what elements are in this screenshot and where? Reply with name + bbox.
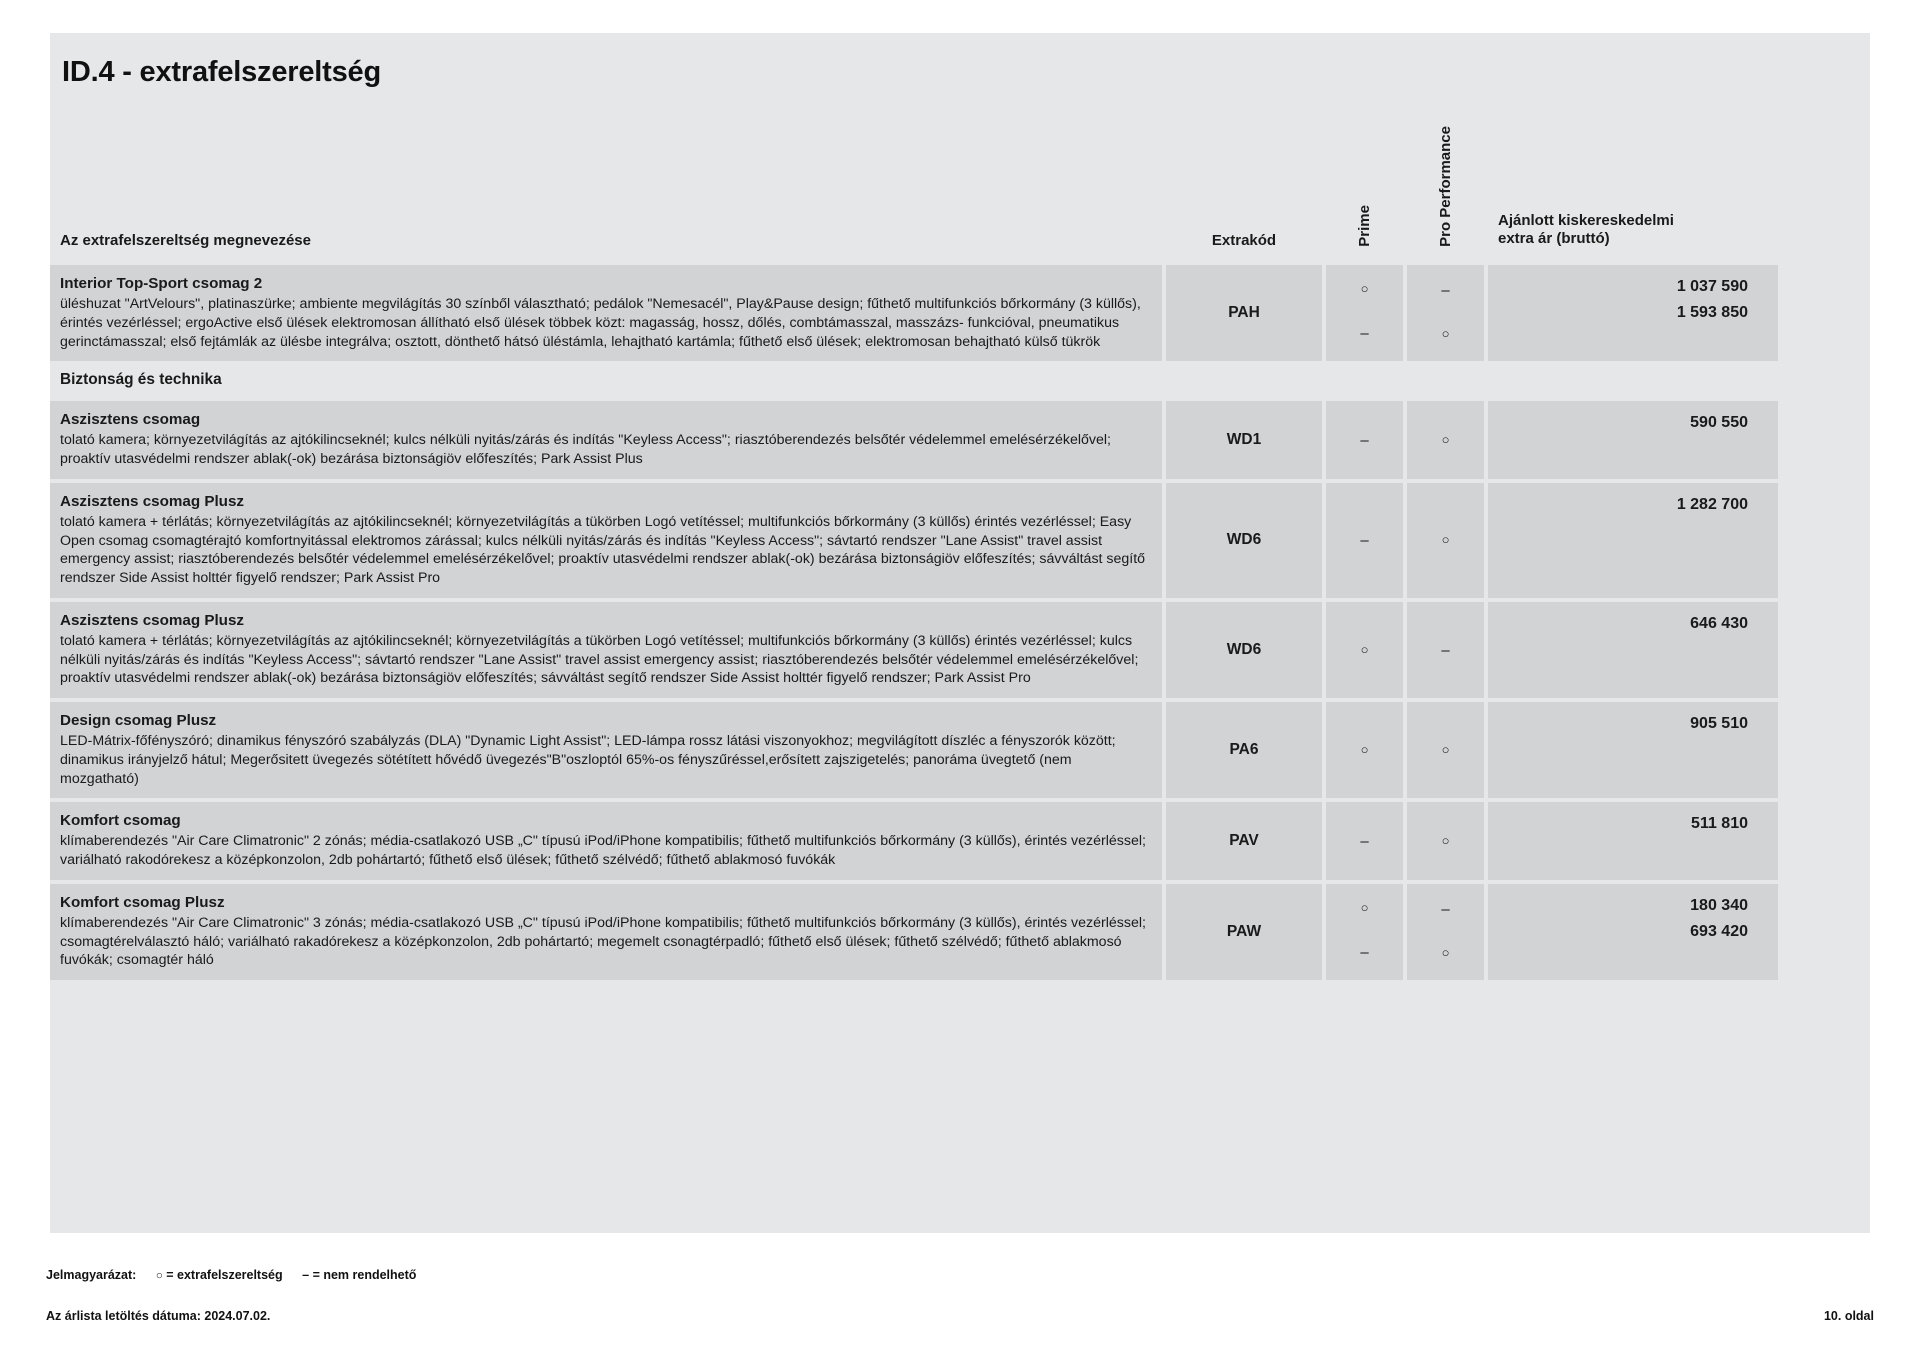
prime-availability-cell xyxy=(1326,602,1403,698)
pro-performance-availability-cell xyxy=(1407,702,1484,798)
option-name: Aszisztens csomag xyxy=(60,411,201,429)
legend xyxy=(46,1268,416,1282)
option-name: Design csomag Plusz xyxy=(60,712,217,730)
option-description-cell xyxy=(50,602,1162,698)
option-name: Aszisztens csomag Plusz xyxy=(60,611,245,629)
option-description-cell xyxy=(50,702,1162,798)
extra-code: PAH xyxy=(1166,265,1322,361)
price-value: 646 430 xyxy=(1690,614,1748,632)
table-row xyxy=(50,702,1778,798)
option-description-cell xyxy=(50,483,1162,598)
price-value: 693 420 xyxy=(1690,922,1748,940)
table-header-row xyxy=(50,99,1778,261)
table-row xyxy=(50,265,1778,361)
price-cell xyxy=(1488,265,1778,361)
unavailable-icon: – xyxy=(1441,282,1450,300)
prime-availability-cell xyxy=(1326,802,1403,880)
legend-available-icon: ○ xyxy=(155,1270,163,1282)
extra-code: PAV xyxy=(1166,802,1322,880)
option-details: üléshuzat "ArtVelours", platinaszürke; ambiente megvilágítás 30 színből választható; pedálok "Nemesacél", Play&Pause design; fűthető multifunkciós bőrkormány (3 küllős), érintés vezérléssel; ergoActive első ülések elektromosan állítható első ülések többek közt: magasság, hossz, dőlés, combtámasszal, masszázs- funkcióval, pneumatikus gerinctámasszal; első fejtámlák az ülésbe integrálva; osztott, dönthető hátsó üléstámla, lehajtható kartámla; fűthető első ülések; elektromosan behajtható külső tükrök xyxy=(60,296,1141,350)
prime-availability-cell xyxy=(1326,401,1403,479)
pro-performance-availability-cell xyxy=(1407,802,1484,880)
legend-unavailable-icon: – xyxy=(302,1268,310,1282)
price-cell xyxy=(1488,884,1778,980)
option-details: klímaberendezés "Air Care Climatronic" 3 zónás; média-csatlakozó USB „C" típusú iPod/iPhone kompatibilis; fűthető multifunkciós bőrkormány (3 küllős), érintés vezérléssel; csomagtérelválasztó háló; variálható rakadórekesz a középkonzolon, 2db pohártartó; megemelt csonagtérpadló; fűthető első ülések; fűthető szélvédő; fűthető ablakmosó fuvókák; csomagtér háló xyxy=(60,914,1146,969)
section-header-row xyxy=(50,365,1778,397)
table-row xyxy=(50,884,1778,980)
option-details: LED-Mátrix-főfényszóró; dinamikus fényszóró szabályzás (DLA) "Dynamic Light Assist"; LED-lámpa rossz látási viszonyokhoz; megvilágított díszléc a fényszorók között; dinamikus irányjelző hátul; Megerősitett üvegezés sötétített hővédő üvegezés"B"oszloptól 65%-os fényszűréssel,erősített zajszigetelés; panoráma üvegtető (nem mozgatható) xyxy=(60,733,1116,787)
available-icon: ○ xyxy=(1360,281,1369,297)
available-icon: ○ xyxy=(1360,742,1369,758)
prime-availability-cell xyxy=(1326,884,1403,980)
legend-unavailable-text: = nem rendelhető xyxy=(312,1268,417,1282)
option-description-cell xyxy=(50,401,1162,479)
table-row xyxy=(50,401,1778,479)
option-name: Interior Top-Sport csomag 2 xyxy=(60,275,263,292)
column-header-pro-performance xyxy=(1407,99,1484,261)
price-cell xyxy=(1488,483,1778,598)
legend-available-text: = extrafelszereltség xyxy=(166,1268,283,1282)
available-icon: ○ xyxy=(1441,432,1450,448)
pro-performance-availability-cell xyxy=(1407,401,1484,479)
option-name: Komfort csomag Plusz xyxy=(60,893,225,911)
price-value: 511 810 xyxy=(1691,815,1748,833)
unavailable-icon: – xyxy=(1441,900,1450,918)
availability-split xyxy=(1407,277,1484,349)
unavailable-icon: – xyxy=(1441,641,1450,659)
available-icon: ○ xyxy=(1360,641,1369,657)
page-title: ID.4 - extrafelszereltség xyxy=(62,56,381,88)
available-icon: ○ xyxy=(1441,944,1450,960)
availability-split xyxy=(1407,896,1484,968)
availability-split xyxy=(1326,277,1403,349)
extra-code: PAW xyxy=(1166,884,1322,980)
table-row xyxy=(50,483,1778,598)
price-value: 590 550 xyxy=(1690,414,1748,432)
prime-availability-cell xyxy=(1326,265,1403,361)
option-details: tolató kamera + térlátás; környezetvilágítás az ajtókilincseknél; környezetvilágítás a tükörben Logó vetítéssel; multifunkciós bőrkormány (3 küllős) érintés vezérléssel; kulcs nélküli nyitás/zárás és indítás "Keyless Access"; sávtartó rendszer "Lane Assist" travel assist emergency assist; riasztóberendezés belsőtér védelemmel emelésérzékelővel; proaktív utasvédelmi rendszer ablak(-ok) bezárása biztonságiöv előfeszítés; sávváltást segítő rendszer Side Assist holttér figyelő rendszer; Park Assist Pro xyxy=(60,632,1139,687)
extra-code: PA6 xyxy=(1166,702,1322,798)
option-description-cell xyxy=(50,884,1162,980)
option-details: klímaberendezés "Air Care Climatronic" 2 zónás; média-csatlakozó USB „C" típusú iPod/iPhone kompatibilis; fűthető multifunkciós bőrkormány (3 küllős), érintés vezérléssel; variálható rakodórekesz a középkonzolon, 2db pohártartó; fűthető első ülések; fűthető szélvédő; fűthető ablakmosó fuvókák xyxy=(60,833,1146,869)
legend-label: Jelmagyarázat: xyxy=(46,1268,137,1282)
section-title: Biztonság és technika xyxy=(50,365,1778,397)
price-value: 180 340 xyxy=(1690,896,1748,914)
price-value: 1 282 700 xyxy=(1676,495,1748,513)
pro-performance-availability-cell xyxy=(1407,483,1484,598)
extra-code: WD6 xyxy=(1166,483,1322,598)
price-cell xyxy=(1488,602,1778,698)
prime-availability-cell xyxy=(1326,483,1403,598)
page-number: 10. oldal xyxy=(1823,1309,1874,1323)
price-value: 905 510 xyxy=(1690,715,1748,733)
unavailable-icon: – xyxy=(1360,532,1369,550)
unavailable-icon: – xyxy=(1360,432,1369,450)
option-description-cell xyxy=(50,265,1162,361)
column-header-prime xyxy=(1326,99,1403,261)
pro-performance-availability-cell xyxy=(1407,884,1484,980)
price-cell xyxy=(1488,802,1778,880)
available-icon: ○ xyxy=(1360,899,1369,915)
column-header-description: Az extrafelszereltség megnevezése xyxy=(60,232,311,249)
price-cell xyxy=(1488,702,1778,798)
column-header-price-line1: Ajánlott kiskereskedelmi xyxy=(1498,211,1674,229)
column-header-pro-performance-label: Pro Performance xyxy=(1437,126,1454,247)
unavailable-icon: – xyxy=(1360,325,1369,343)
column-header-prime-label: Prime xyxy=(1356,205,1373,247)
available-icon: ○ xyxy=(1441,326,1450,342)
table-body xyxy=(50,265,1778,980)
extra-code: WD1 xyxy=(1166,401,1322,479)
unavailable-icon: – xyxy=(1360,833,1369,851)
price-value: 1 037 590 xyxy=(1676,278,1748,295)
unavailable-icon: – xyxy=(1360,943,1369,961)
available-icon: ○ xyxy=(1441,833,1450,849)
column-header-price xyxy=(1488,99,1778,261)
available-icon: ○ xyxy=(1441,532,1450,548)
available-icon: ○ xyxy=(1441,742,1450,758)
extra-code: WD6 xyxy=(1166,602,1322,698)
table-header xyxy=(50,99,1778,261)
price-value: 1 593 850 xyxy=(1676,303,1748,321)
prime-availability-cell xyxy=(1326,702,1403,798)
option-details: tolató kamera; környezetvilágítás az ajtókilincseknél; kulcs nélküli nyitás/zárás és indítás "Keyless Access"; riasztóberendezés belsőtér védelemmel emelésérzékelővel; proaktív utasvédelmi rendszer ablak(-ok) bezárása biztonságiöv előfeszítés; Park Assist Plus xyxy=(60,432,1111,468)
availability-split xyxy=(1326,896,1403,968)
table-row xyxy=(50,602,1778,698)
pro-performance-availability-cell xyxy=(1407,602,1484,698)
table-row xyxy=(50,802,1778,880)
column-header-code: Extrakód xyxy=(1211,232,1277,249)
column-header-price-line2: extra ár (bruttó) xyxy=(1498,230,1610,248)
option-name: Komfort csomag xyxy=(60,812,181,830)
download-date: Az árlista letöltés dátuma: 2024.07.02. xyxy=(46,1309,271,1323)
price-cell xyxy=(1488,401,1778,479)
option-name: Aszisztens csomag Plusz xyxy=(60,492,245,510)
pro-performance-availability-cell xyxy=(1407,265,1484,361)
extras-table xyxy=(46,95,1782,984)
option-description-cell xyxy=(50,802,1162,880)
option-details: tolató kamera + térlátás; környezetvilágítás az ajtókilincseknél; környezetvilágítás a tükörben Logó vetítéssel; multifunkciós bőrkormány (3 küllős) érintés vezérléssel; Easy Open csomag csomagtérajtó komfortnyitással elektromos zárással; kulcs nélküli nyitás/zárás és indítás "Keyless Access"; sávtartó rendszer "Lane Assist" travel assist emergency assist; riasztóberendezés belsőtér védelemmel emelésérzékelővel; proaktív utasvédelmi rendszer ablak(-ok) bezárása biztonságiöv előfeszítés; sávváltást segítő rendszer Side Assist holttér figyelő rendszer; Park Assist Pro xyxy=(60,513,1146,587)
page-footer xyxy=(46,1309,1874,1323)
